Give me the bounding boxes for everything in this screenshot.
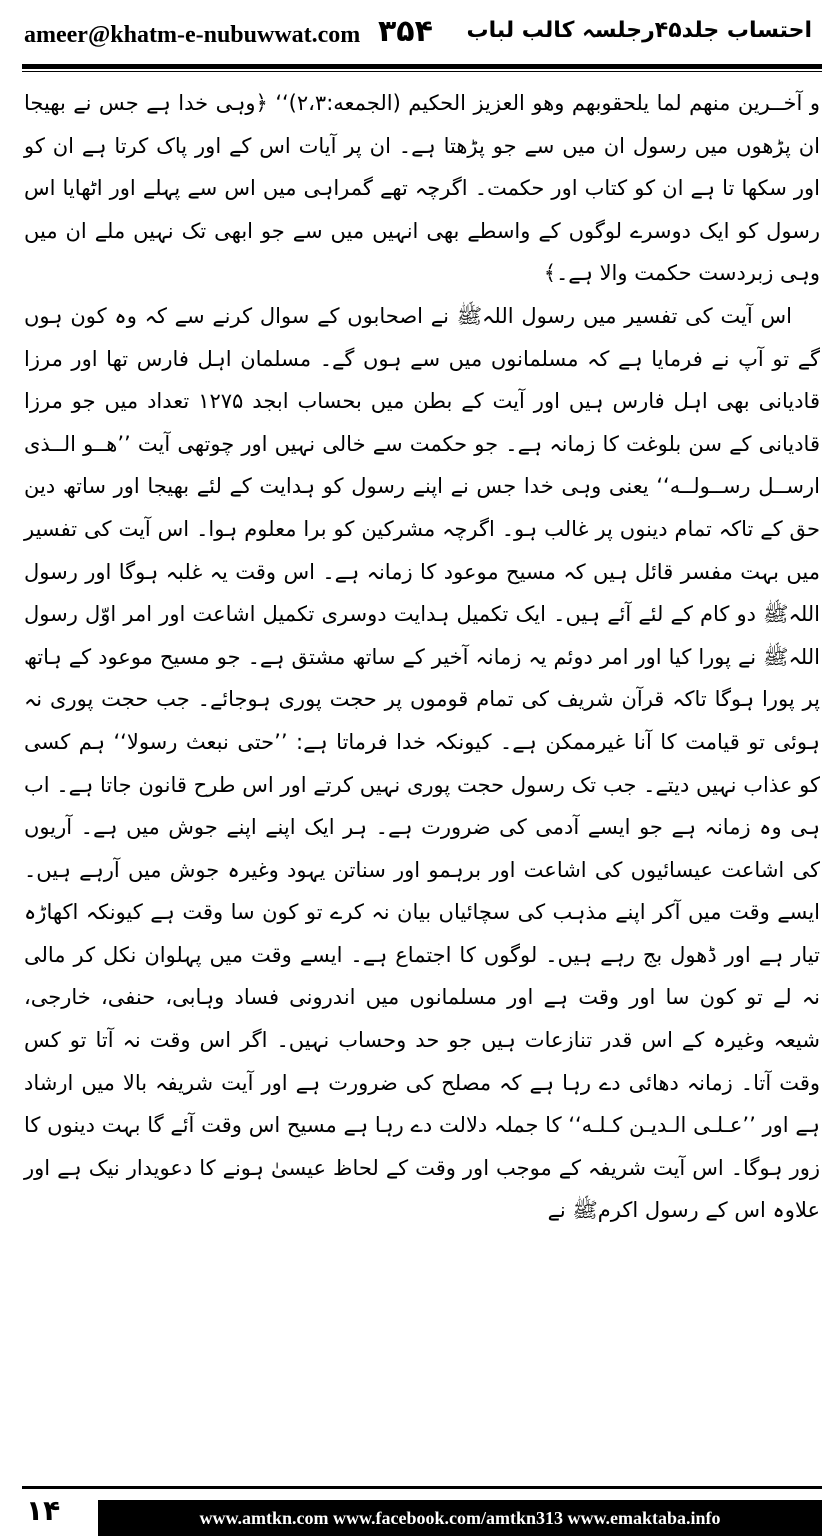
header-rule-thick [22,64,822,69]
footer-rule [22,1486,822,1489]
header-page-number: ۳۵۴ [378,14,433,49]
header-rule-thin [22,71,822,72]
header-title: احتساب جلد۴۵رجلسہ کالب لباب [466,18,812,43]
paragraph-commentary: اس آیت کی تفسیر میں رسول اللہﷺ نے اصحابوں کے سوال کرنے سے کہ وہ کون ہوں گے تو آپ نے فرمایا ہے کہ مسلمانوں میں سے ہوں گے۔ مسلمان اہل فارس تھا اور مرزا قادیانی بھی اہل فارس ہیں اور آیت کے بطن میں بحساب ابجد ۱۲۷۵ تعداد میں جو مرزا قادیانی کے سن بلوغت کا زمانہ ہے۔ جو حکمت سے خالی نہیں اور چوتھی آیت ’’ھــو الــذی ارســل رســولــه‘‘ یعنی وہی خدا جس نے اپنے رسول کو ہدایت کے لئے بھیجا اور ساتھ دین حق کے تاکہ تمام دینوں پر غالب ہو۔ اگرچہ مشرکین کو برا معلوم ہوا۔ اس آیت کی تفسیر میں بہت مفسر قائل ہیں کہ مسیح موعود کا زمانہ ہے۔ اس وقت یہ غلبہ ہوگا اور رسول اللہﷺ دو کام کے لئے آئے ہیں۔ ایک تکمیل ہدایت دوسری تکمیل اشاعت اور امر اوّل رسول اللہﷺ نے پورا کیا اور امر دوئم یہ زمانہ آخیر کے ساتھ مشتق ہے۔ جو مسیح موعود کے ہاتھ پر پورا ہوگا تاکہ قرآن شریف کی تمام قوموں پر حجت پوری ہوجائے۔ جب حجت پوری نہ ہوئی تو قیامت کا آنا غیرممکن ہے۔ کیونکہ خدا فرماتا ہے: ’’حتی نبعث رسولا‘‘ ہم کسی کو عذاب نہیں دیتے۔ جب تک رسول حجت پوری نہیں کرتے اور اس طرح قانون جاتا ہے۔ اب ہی وہ زمانہ ہے جو ایسے آدمی کی ضرورت ہے۔ ہر ایک اپنے اپنے جوش میں ہے۔ آریوں کی اشاعت عیسائیوں کی اشاعت اور برہمو اور سناتن یہود وغیرہ جوش میں آرہے ہیں۔ ایسے وقت میں آکر اپنے مذہب کی سچائیاں بیان نہ کرے تو کون سا وقت ہے کیونکہ اکھاڑہ تیار ہے اور ڈھول بج رہے ہیں۔ لوگوں کا اجتماع ہے۔ ایسے وقت میں پہلوان نکل کر مالی نہ لے تو کون سا اور وقت ہے اور مسلمانوں میں اندرونی فساد وہابی، حنفی، خارجی، شیعہ وغیرہ کے اس قدر تنازعات ہیں جو حد وحساب نہیں۔ اگر اس وقت نہ آتا تو کس وقت آتا۔ زمانہ دھائی دے رہا ہے کہ مصلح کی ضرورت ہے اور آیت شریفہ بالا میں ارشاد ہے اور ’’عـلـی الـدیـن کـلـه‘‘ کا جملہ دلالت دے رہا ہے مسیح اس وقت آئے گا بہت دینوں کا زور ہوگا۔ اس آیت شریفہ کے موجب اور وقت کے لحاظ عیسیٰ ہونے کا دعویدار نیک ہے اور علاوہ اس کے رسول اکرمﷺ نے [24,303,820,1223]
header-email: ameer@khatm-e-nubuwwat.com [24,22,361,48]
footer-band [98,1500,822,1536]
body-text [24,82,820,1232]
paragraph-quran-translation: و آخــرین منهم لما یلحقوبهم وهو العزیز الحکیم (الجمعه:۲،۳)‘‘ ﴿وہی خدا ہے جس نے بھیجا ان پڑھوں میں رسول ان میں سے جو پڑھتا ہے۔ ان پر آیات اس کے اور پاک کرتا ہے ان کو اور سکھا تا ہے ان کو کتاب اور حکمت۔ اگرچہ تھے گمراہی میں اس سے پہلے اور اٹھایا اس رسول کو ایک دوسرے لوگوں کے واسطے بھی انہیں میں سے جو ابھی تک نہیں ملے ان میں وہی زبردست حکمت والا ہے۔﴾ [24,91,820,286]
footer-urls: www.amtkn.com www.facebook.com/amtkn313 www.emaktaba.info [199,1508,721,1528]
page-header [0,0,840,70]
footer-page-number: ۱۴ [26,1494,61,1527]
